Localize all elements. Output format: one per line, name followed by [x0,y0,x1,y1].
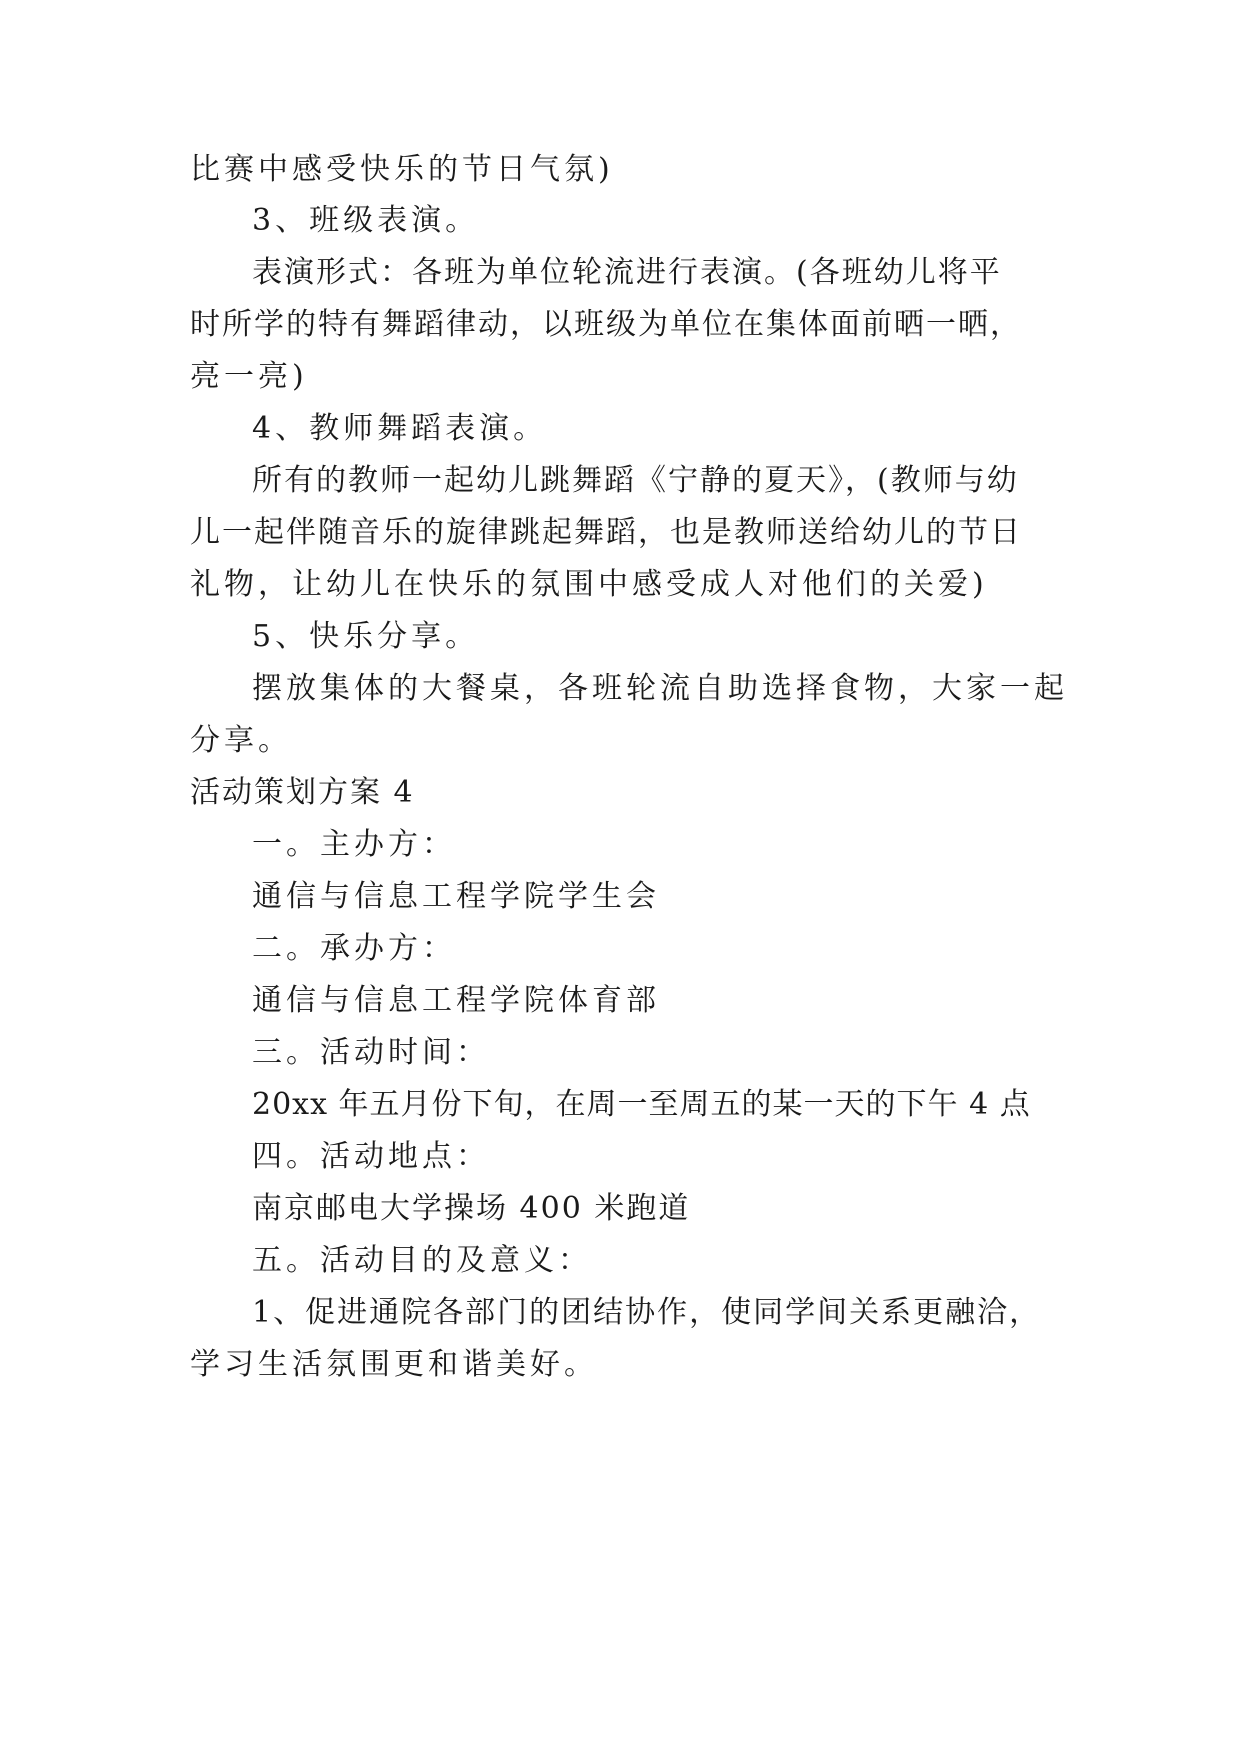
text-line: 1、促进通院各部门的团结协作，使同学间关系更融洽， [252,1295,1042,1330]
text-line: 通信与信息工程学院体育部 [252,983,660,1018]
text-line: 比赛中感受快乐的节日气氛) [190,152,614,187]
text-line: 学习生活氛围更和谐美好。 [190,1347,598,1382]
section-heading: 3、班级表演。 [252,203,480,238]
text-line: 礼物，让幼儿在快乐的氛围中感受成人对他们的关爱) [190,567,988,602]
text-line: 南京邮电大学操场 400 米跑道 [252,1191,691,1226]
section-heading: 4、教师舞蹈表演。 [252,411,548,446]
text-line: 分享。 [190,723,292,758]
section-heading: 五。活动目的及意义： [252,1243,592,1278]
text-line: 所有的教师一起幼儿跳舞蹈《宁静的夏天》，(教师与幼 [252,463,1019,498]
text-line: 20xx 年五月份下旬，在周一至周五的某一天的下午 4 点 [252,1087,1031,1122]
section-heading: 四。活动地点： [252,1139,490,1174]
section-heading: 二。承办方： [252,931,456,966]
text-line: 通信与信息工程学院学生会 [252,879,660,914]
text-line: 儿一起伴随音乐的旋律跳起舞蹈，也是教师送给幼儿的节日 [190,515,1022,550]
text-line: 摆放集体的大餐桌，各班轮流自助选择食物，大家一起 [252,671,1068,706]
text-line: 时所学的特有舞蹈律动，以班级为单位在集体面前晒一晒， [190,307,1022,342]
plan-title: 活动策划方案 4 [190,775,415,810]
text-line: 表演形式：各班为单位轮流进行表演。(各班幼儿将平 [252,255,1002,290]
text-line: 亮一亮) [190,359,308,394]
section-heading: 5、快乐分享。 [252,619,480,654]
section-heading: 三。活动时间： [252,1035,490,1070]
section-heading: 一。主办方： [252,827,456,862]
